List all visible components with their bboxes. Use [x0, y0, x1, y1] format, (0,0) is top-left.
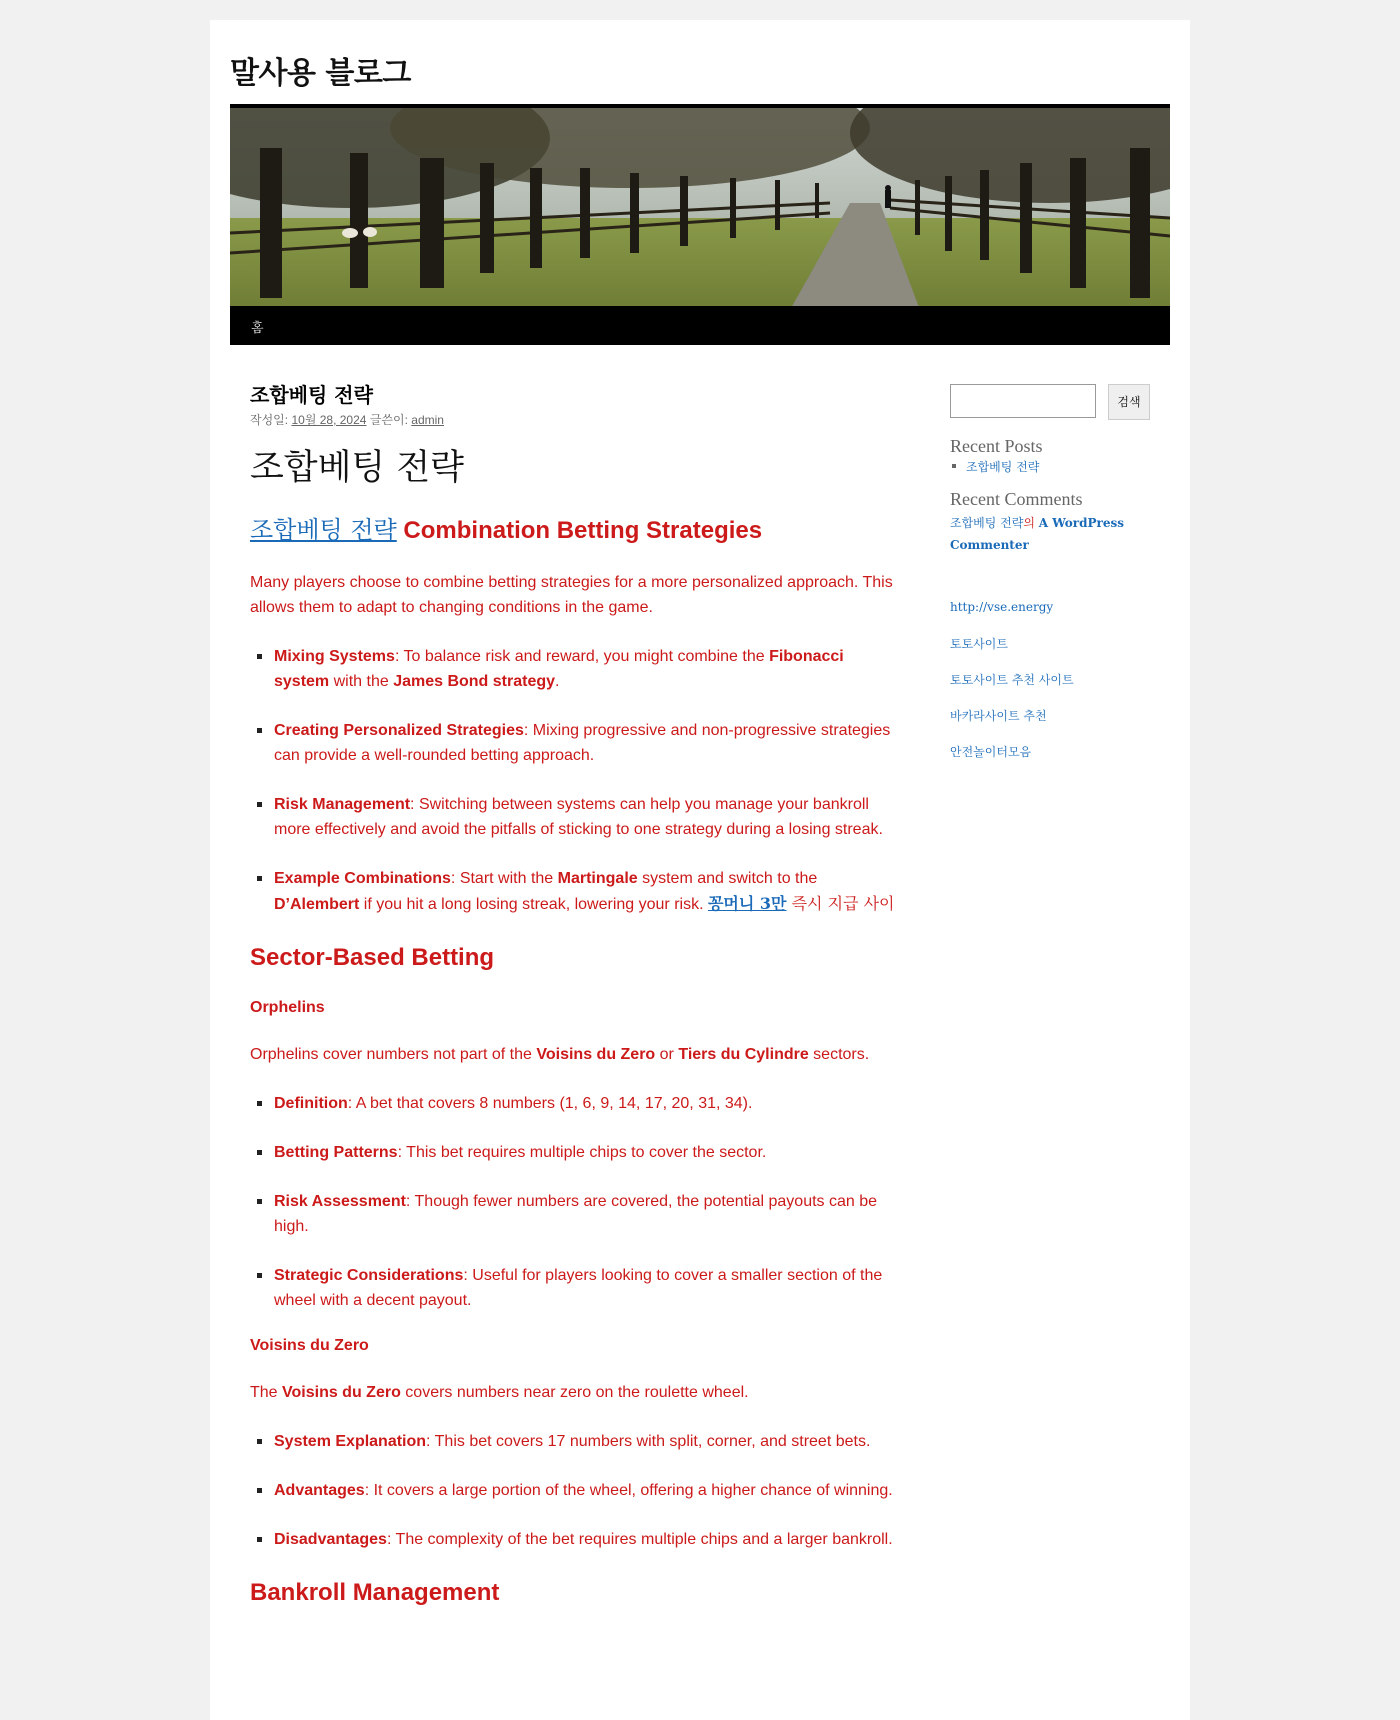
list-item [274, 644, 900, 694]
recent-post-link[interactable]: 조합베팅 전략 [966, 460, 1040, 474]
list-item-term: Betting Patterns [274, 1144, 398, 1161]
meta-posted-label: 작성일: [250, 413, 289, 427]
voisins-list [250, 1429, 900, 1552]
paragraph-text: or [655, 1046, 679, 1063]
list-item [274, 718, 900, 768]
list-item-term: Definition [274, 1095, 348, 1112]
list-item-term: Disadvantages [274, 1531, 387, 1548]
combination-list [250, 644, 900, 917]
blogroll-link[interactable]: 토토사이트 추천 사이트 [950, 673, 1074, 687]
entry-meta [250, 412, 900, 428]
nav-item-home[interactable]: 홈 [251, 321, 264, 336]
paragraph-text: covers numbers near zero on the roulette wheel. [400, 1384, 749, 1401]
site-title[interactable]: 말사용 블로그 [230, 56, 411, 91]
intro-paragraph: Many players choose to combine betting strategies for a more personalized approach. This allows them to adapt to changing conditions in the game. [250, 574, 893, 616]
list-item-text: : This bet requires multiple chips to cover the sector. [397, 1144, 767, 1161]
list-item-term: James Bond strategy [393, 673, 556, 690]
comment-post-link[interactable]: 조합베팅 전략 [950, 516, 1024, 530]
meta-author-label: 글쓴이: [369, 413, 408, 427]
blogroll-link[interactable]: 안전놀이터모음 [950, 745, 1032, 759]
list-item-text: : To balance risk and reward, you might combine the [394, 648, 770, 665]
list-item [274, 1429, 900, 1454]
list-item-term: Strategic Considerations [274, 1267, 464, 1284]
orphelins-paragraph [250, 1042, 900, 1067]
entry-title[interactable]: 조합베팅 전략 [250, 383, 373, 407]
paragraph-text: sectors. [808, 1046, 870, 1063]
list-item-term: Risk Management [274, 796, 411, 813]
section-heading-sector: Sector-Based Betting [250, 944, 495, 971]
list-item-text: : The complexity of the bet requires multiple chips and a larger bankroll. [386, 1531, 893, 1548]
comment-separator: 의 [1023, 516, 1035, 530]
heading-keyword-link[interactable]: 조합베팅 전략 [250, 516, 397, 544]
blogroll-link[interactable]: 바카라사이트 추천 [950, 709, 1047, 723]
orphelins-list [250, 1091, 900, 1313]
recent-posts-title: Recent Posts [950, 436, 1043, 456]
list-item-term: Fibonacci system [274, 648, 844, 690]
blogroll-link[interactable]: http://vse.energy [950, 600, 1054, 614]
inline-promo-link[interactable]: 꽁머니 3만 [707, 894, 787, 913]
search-button[interactable]: 검색 [1108, 384, 1150, 420]
list-item [274, 1527, 900, 1552]
page [210, 20, 1190, 1720]
main-nav [230, 306, 1170, 345]
header-image [230, 104, 1170, 310]
list-item-term: D’Alembert [274, 896, 360, 913]
voisins-paragraph [250, 1380, 900, 1405]
list-item-text: : A bet that covers 8 numbers (1, 6, 9, 14, 17, 20, 31, 34). [347, 1095, 753, 1112]
list-item-text: : Though fewer numbers are covered, the potential payouts can be high. [274, 1193, 878, 1235]
article-heading: 조합베팅 전략 [250, 448, 464, 488]
paragraph-text: The [250, 1384, 283, 1401]
search-input[interactable] [950, 384, 1096, 418]
list-item [274, 1263, 900, 1313]
section-heading-combination [250, 513, 900, 548]
list-item [274, 792, 900, 842]
list-item [274, 1091, 900, 1116]
list-item [274, 1478, 900, 1503]
list-item-term: Mixing Systems [274, 648, 395, 665]
blogroll-link[interactable]: 토토사이트 [950, 637, 1008, 651]
list-item-text: : Useful for players looking to cover a smaller section of the wheel with a decent payout. [274, 1267, 883, 1309]
comment-author-link[interactable]: A WordPress Commenter [950, 516, 1124, 552]
subheading-orphelins: Orphelins [250, 999, 325, 1016]
list-item-text: 즉시 지급 사이 [786, 894, 895, 913]
list-item-term: System Explanation [274, 1433, 427, 1450]
list-item-term: Creating Personalized Strategies [274, 722, 524, 739]
list-item-text: . [555, 673, 560, 690]
list-item-term: Martingale [557, 870, 638, 887]
list-item [274, 866, 900, 917]
list-item [274, 1189, 900, 1239]
list-item-text: : Start with the [450, 870, 558, 887]
paragraph-term: Tiers du Cylindre [678, 1046, 809, 1063]
paragraph-text: Orphelins cover numbers not part of the [250, 1046, 537, 1063]
list-item-term: Advantages [274, 1482, 365, 1499]
list-item-text: : Mixing progressive and non-progressive strategies can provide a well-rounded betting approach. [274, 722, 891, 764]
meta-date-link[interactable]: 10월 28, 2024 [291, 413, 367, 427]
heading-text: Combination Betting Strategies [403, 517, 763, 544]
subheading-voisins: Voisins du Zero [250, 1337, 369, 1354]
recent-comment-item [950, 512, 1140, 556]
paragraph-term: Voisins du Zero [282, 1384, 401, 1401]
list-item-text: : It covers a large portion of the wheel, offering a higher chance of winning. [364, 1482, 893, 1499]
paragraph-term: Voisins du Zero [536, 1046, 656, 1063]
recent-posts-list [950, 458, 1039, 475]
list-item-text: with the [329, 673, 394, 690]
list-item-term: Risk Assessment [274, 1193, 406, 1210]
main-content [250, 380, 900, 1610]
list-item [274, 1140, 900, 1165]
list-item-term: Example Combinations [274, 870, 451, 887]
list-item-text: : Switching between systems can help you manage your bankroll more effectively and avoid the pitfalls of sticking to one strategy during a losing streak. [274, 796, 883, 838]
list-item-text: system and switch to the [637, 870, 818, 887]
list-item-text: if you hit a long losing streak, lowering your risk. [359, 896, 708, 913]
recent-post-item [966, 458, 1039, 475]
section-heading-bankroll: Bankroll Management [250, 1579, 500, 1606]
meta-author-link[interactable]: admin [411, 413, 444, 427]
recent-comments-title: Recent Comments [950, 489, 1083, 509]
list-item-text: : This bet covers 17 numbers with split, corner, and street bets. [426, 1433, 871, 1450]
